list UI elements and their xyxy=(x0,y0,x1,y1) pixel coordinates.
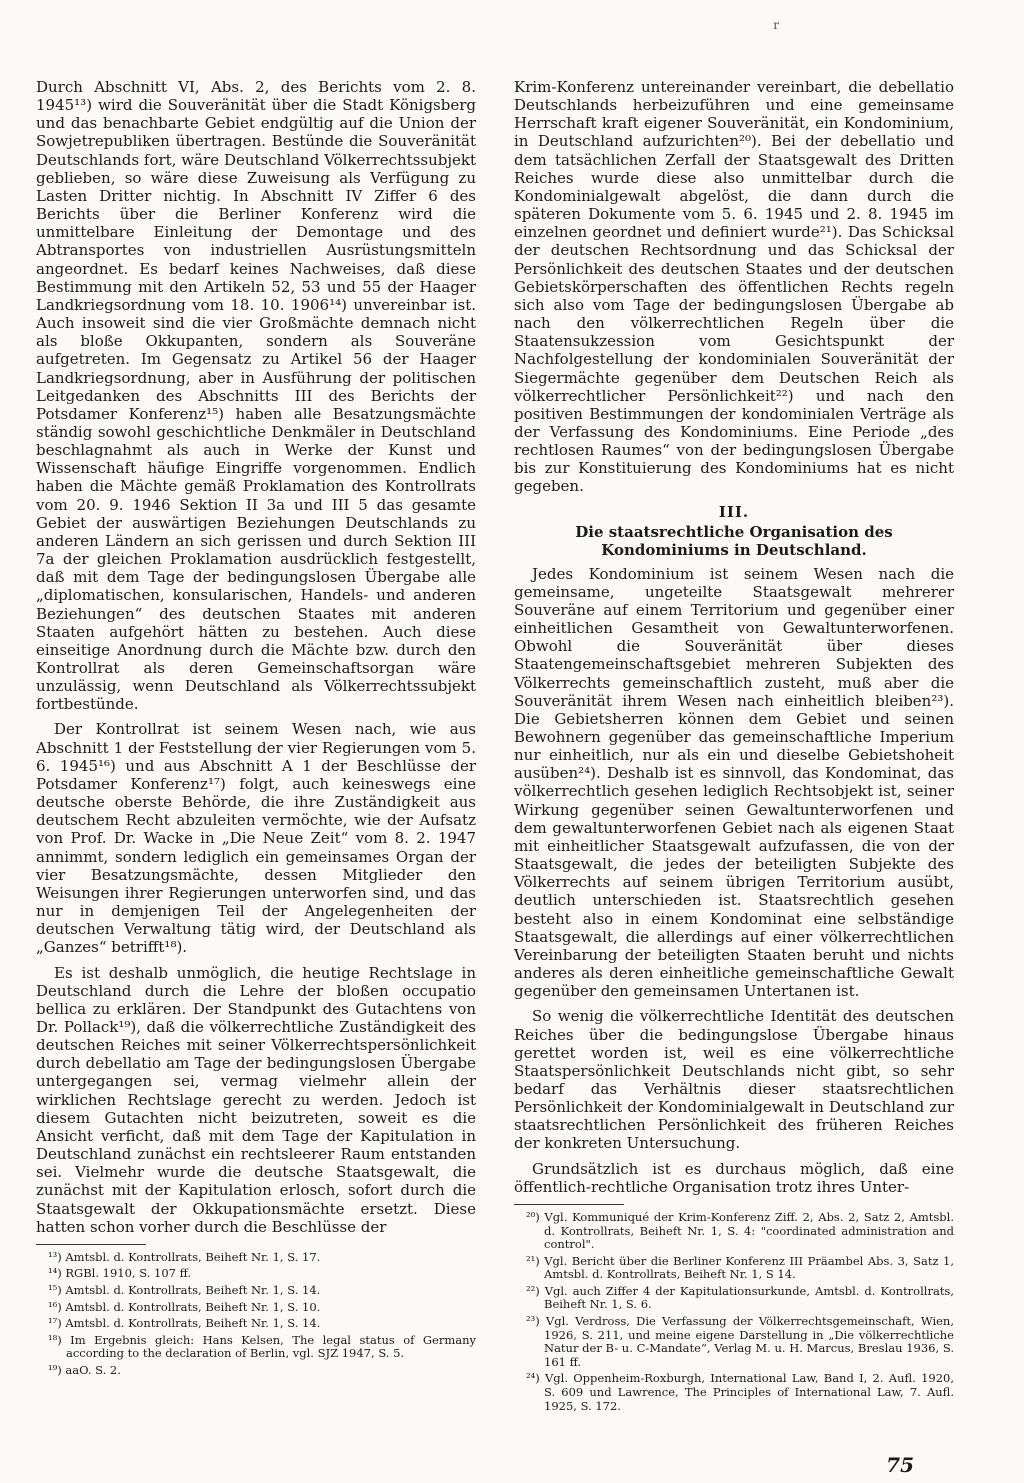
left-column xyxy=(36,78,476,1381)
footnote: ¹⁹) aaO. S. 2. xyxy=(48,1363,121,1377)
footnote: ²³) Vgl. Verdross, Die Verfassung der Völkerrechtsgemeinschaft, Wien, 1926, S. 211, und meine eigene Darstellung in „Die völkerrechtliche Natur der B- u. C-Mandate“, Verlag M. u. H. Marcus, Breslau 1936, S. 161 ff. xyxy=(526,1314,954,1369)
footnote: ²⁴) Vgl. Oppenheim-Roxburgh, International Law, Band I, 2. Aufl. 1920, S. 609 und Lawrence, The Principles of International Law, 7. Aufl. 1925, S. 172. xyxy=(526,1371,954,1413)
page-number: 75 xyxy=(886,1453,914,1477)
footnote: ²²) Vgl. auch Ziffer 4 der Kapitulationsurkunde, Amtsbl. d. Kontrollrats, Beiheft Nr. 1, S. 6. xyxy=(526,1283,954,1312)
footnote-rule xyxy=(36,1244,146,1245)
footnote: ¹⁶) Amtsbl. d. Kontrollrats, Beiheft Nr. 1, S. 10. xyxy=(48,1299,321,1314)
footnote: ¹⁷) Amtsbl. d. Kontrollrats, Beiheft Nr. 1, S. 14. xyxy=(48,1316,321,1331)
page-mark: r xyxy=(773,18,779,32)
paragraph: Es ist deshalb unmöglich, die heutige Rechtslage in Deutschland durch die Lehre der bloßen occupatio bellica zu erklären. Der Standpunkt des Gutachtens von Dr. Pollack¹⁹), daß die völkerrechtliche Zuständigkeit des deutschen Reiches mit seiner Völkerrechtspersönlichkeit durch debellatio am Tage der bedingungslosen Übergabe untergegangen sei, vermag vielmehr allein der wirklichen Rechtslage gerecht zu werden. Jedoch ist diesem Gutachten nicht beizutreten, soweit es die Ansicht verficht, daß mit dem Tage der Kapitulation in Deutschland zunächst ein rechtsleerer Raum entstanden sei. Vielmehr wurde die deutsche Staatsgewalt, die zunächst mit der Kapitulation erlosch, sofort durch die Staatsgewalt der Okkupationsmächte ersetzt. Diese hatten schon vorher durch die Beschlüsse der xyxy=(36,963,476,1236)
paragraph: Der Kontrollrat ist seinem Wesen nach, wie aus Abschnitt 1 der Feststellung der vier Regierungen vom 5. 6. 1945¹⁶) und aus Abschnitt A 1 der Beschlüsse der Potsdamer Konferenz¹⁷) folgt, auch keineswegs eine deutsche oberste Behörde, die ihre Zuständigkeit aus deutschem Recht abzuleiten vermöchte, wie der Aufsatz von Prof. Dr. Wacke in „Die Neue Zeit“ vom 8. 2. 1947 annimmt, sondern lediglich ein gemeinsames Organ der vier Besatzungsmächte, dessen Mitglieder den Weisungen ihrer Regierungen unterworfen sind, und das nur in demjenigen Teil der Angelegenheiten der deutschen Verwaltung tätig wird, der Deutschland als „Ganzes“ betrifft¹⁸). xyxy=(36,720,476,957)
footnote: ¹³) Amtsbl. d. Kontrollrats, Beiheft Nr. 1, S. 17. xyxy=(48,1249,321,1264)
paragraph: Jedes Kondominium ist seinem Wesen nach die gemeinsame, ungeteilte Staatsgewalt mehrerer Souveräne auf einem Territorium und gegenüber einer einheitlichen Gesamtheit von Gewaltunterworfenen. Obwohl die Souveränität über dieses Staatengemeinschaftsgebiet mehreren Subjekten des Völkerrechts gemeinschaftlich zusteht, muß aber die Souveränität ihrem Wesen nach einheitlich bleiben²³). Die Gebietsherren können dem Gebiet und seinen Bewohnern gegenüber das gemeinschaftliche Imperium nur einheitlich, nur als ein und dieselbe Gebietshoheit ausüben²⁴). Deshalb ist es sinnvoll, das Kondominat, das völkerrechtlich gesehen lediglich Rechtsobjekt ist, seiner Wirkung gegenüber seinen Gewaltunterworfenen und dem gewaltunterworfenen Gebiet nach als eigenen Staat mit einheitlicher Staatsgewalt aufzufassen, die von der Staatsgewalt, die jedes der beteiligten Subjekte des Völkerrechts auf seinem übrigen Territorium ausübt, deutlich unterschieden ist. Staatsrechtlich gesehen besteht also in einem Kondominat eine selbständige Staatsgewalt, die allerdings auf einer völkerrechtlichen Vereinbarung der beteiligten Staaten beruht und nichts anderes als deren einheitliche gemeinschaftliche Gewalt gegenüber den gemeinsamen Untertanen ist. xyxy=(514,564,954,1001)
footnote: ²⁰) Vgl. Kommuniqué der Krim-Konferenz Ziff. 2, Abs. 2, Satz 2, Amtsbl. d. Kontrollrats, Beiheft Nr. 1, S. 4: "coordinated administration and control". xyxy=(526,1209,954,1252)
footnote-rule xyxy=(514,1204,624,1205)
paragraph: So wenig die völkerrechtliche Identität des deutschen Reiches über die bedingungslose Übergabe hinaus gerettet worden ist, weil es eine völkerrechtliche Staatspersönlichkeit Deutschlands nicht gibt, so sehr bedarf das Verhältnis dieser staatsrechtlichen Persönlichkeit der Kondominialgewalt in Deutschland zur staatsrechtlichen Persönlichkeit des früheren Reiches der konkreten Untersuchung. xyxy=(514,1007,954,1153)
footnote: ¹⁴) RGBl. 1910, S. 107 ff. xyxy=(48,1266,192,1281)
footnote: ¹⁵) Amtsbl. d. Kontrollrats, Beiheft Nr. 1, S. 14. xyxy=(48,1283,321,1298)
paragraph: Grundsätzlich ist es durchaus möglich, daß eine öffentlich-rechtliche Organisation trotz ihres Unter- xyxy=(514,1159,954,1196)
section-number: III. xyxy=(718,502,750,521)
paragraph: Durch Abschnitt VI, Abs. 2, des Berichts vom 2. 8. 1945¹³) wird die Souveränität über die Stadt Königsberg und das benachbarte Gebiet endgültig auf die Union der Sowjetrepubliken übertragen. Bestünde die Souveränität Deutschlands fort, wäre Deutschland Völkerrechtssubjekt geblieben, so wäre diese Zuweisung als Verfügung zu Lasten Dritter nichtig. In Abschnitt IV Ziffer 6 des Berichts über die Berliner Konferenz wird die unmittelbare Einleitung der Demontage und des Abtransportes von industriellen Ausrüstungsmitteln angeordnet. Es bedarf keines Nachweises, daß diese Bestimmung mit den Artikeln 52, 53 und 55 der Haager Landkriegsordnung vom 18. 10. 1906¹⁴) unvereinbar ist. Auch insoweit sind die vier Großmächte demnach nicht als bloße Okkupanten, sondern als Souveräne aufgetreten. Im Gegensatz zu Artikel 56 der Haager Landkriegsordnung, aber in Ausführung der politischen Leitgedanken des Abschnitts III des Berichts der Potsdamer Konferenz¹⁵) haben alle Besatzungsmächte ständig sowohl geschichtliche Denkmäler in Deutschland beschlagnahmt als auch in Werke der Kunst und Wissenschaft häufige Eingriffe vorgenommen. Endlich haben die Mächte gemäß Proklamation des Kontrollrats vom 20. 9. 1946 Sektion II 3a und III 5 das gesamte Gebiet der auswärtigen Beziehungen Deutschlands zu anderen Ländern an sich gerissen und durch Sektion III 7a der gleichen Proklamation ausdrücklich festgestellt, daß mit dem Tage der bedingungslosen Übergabe alle „diplomatischen, konsularischen, Handels- und anderen Beziehungen“ des deutschen Staates mit anderen Staaten aufgehört hätten zu bestehen. Auch diese einseitige Anordnung durch die Mächte bzw. durch den Kontrollrat als deren Gemeinschaftsorgan wäre unzulässig, wenn Deutschland als Völkerrechtssubjekt fortbestünde. xyxy=(36,78,476,714)
footnotes-right xyxy=(514,1211,954,1413)
footnote: ¹⁸) Im Ergebnis gleich: Hans Kelsen, The legal status of Germany according to the declaration of Berlin, vgl. SJZ 1947, S. 5. xyxy=(48,1332,476,1361)
paragraph: Krim-Konferenz untereinander vereinbart, die debellatio Deutschlands herbeizuführen und eine gemeinsame Herrschaft kraft eigener Souveränität, ein Kondominium, in Deutschland aufzurichten²⁰). Bei der debellatio und dem tatsächlichen Zerfall der Staatsgewalt des Dritten Reiches wurde diese also unmittelbar durch die Kondominialgewalt abgelöst, die dann durch die späteren Dokumente vom 5. 6. 1945 und 2. 8. 1945 im einzelnen geordnet und definiert wurde²¹). Das Schicksal der deutschen Rechtsordnung und das Schicksal der Persönlichkeit des deutschen Staates und der deutschen Gebietskörperschaften des öffentlichen Rechts regeln sich also vom Tage der bedingungslosen Übergabe ab nach den völkerrechtlichen Regeln über die Staatensukzession vom Gesichtspunkt der Nachfolgestellung der kondominialen Souveränität der Siegermächte gegenüber dem Deutschen Reich als völkerrechtlicher Persönlichkeit²²) und nach den positiven Bestimmungen der kondominialen Verträge als der Verfassung des Kondominiums. Eine Periode „des rechtlosen Raumes“ von der bedingungslosen Übergabe bis zur Konstituierung des Kondominiums hat es nicht gegeben. xyxy=(514,78,954,496)
footnote: ²¹) Vgl. Bericht über die Berliner Konferenz III Präambel Abs. 3, Satz 1, Amtsbl. d. Kontrollrats, Beiheft Nr. 1, S 14. xyxy=(526,1253,954,1282)
section-heading: Die staatsrechtliche Organisation des Kondominiums in Deutschland. xyxy=(575,522,893,559)
right-column xyxy=(514,78,954,1416)
footnotes-left xyxy=(36,1251,476,1378)
